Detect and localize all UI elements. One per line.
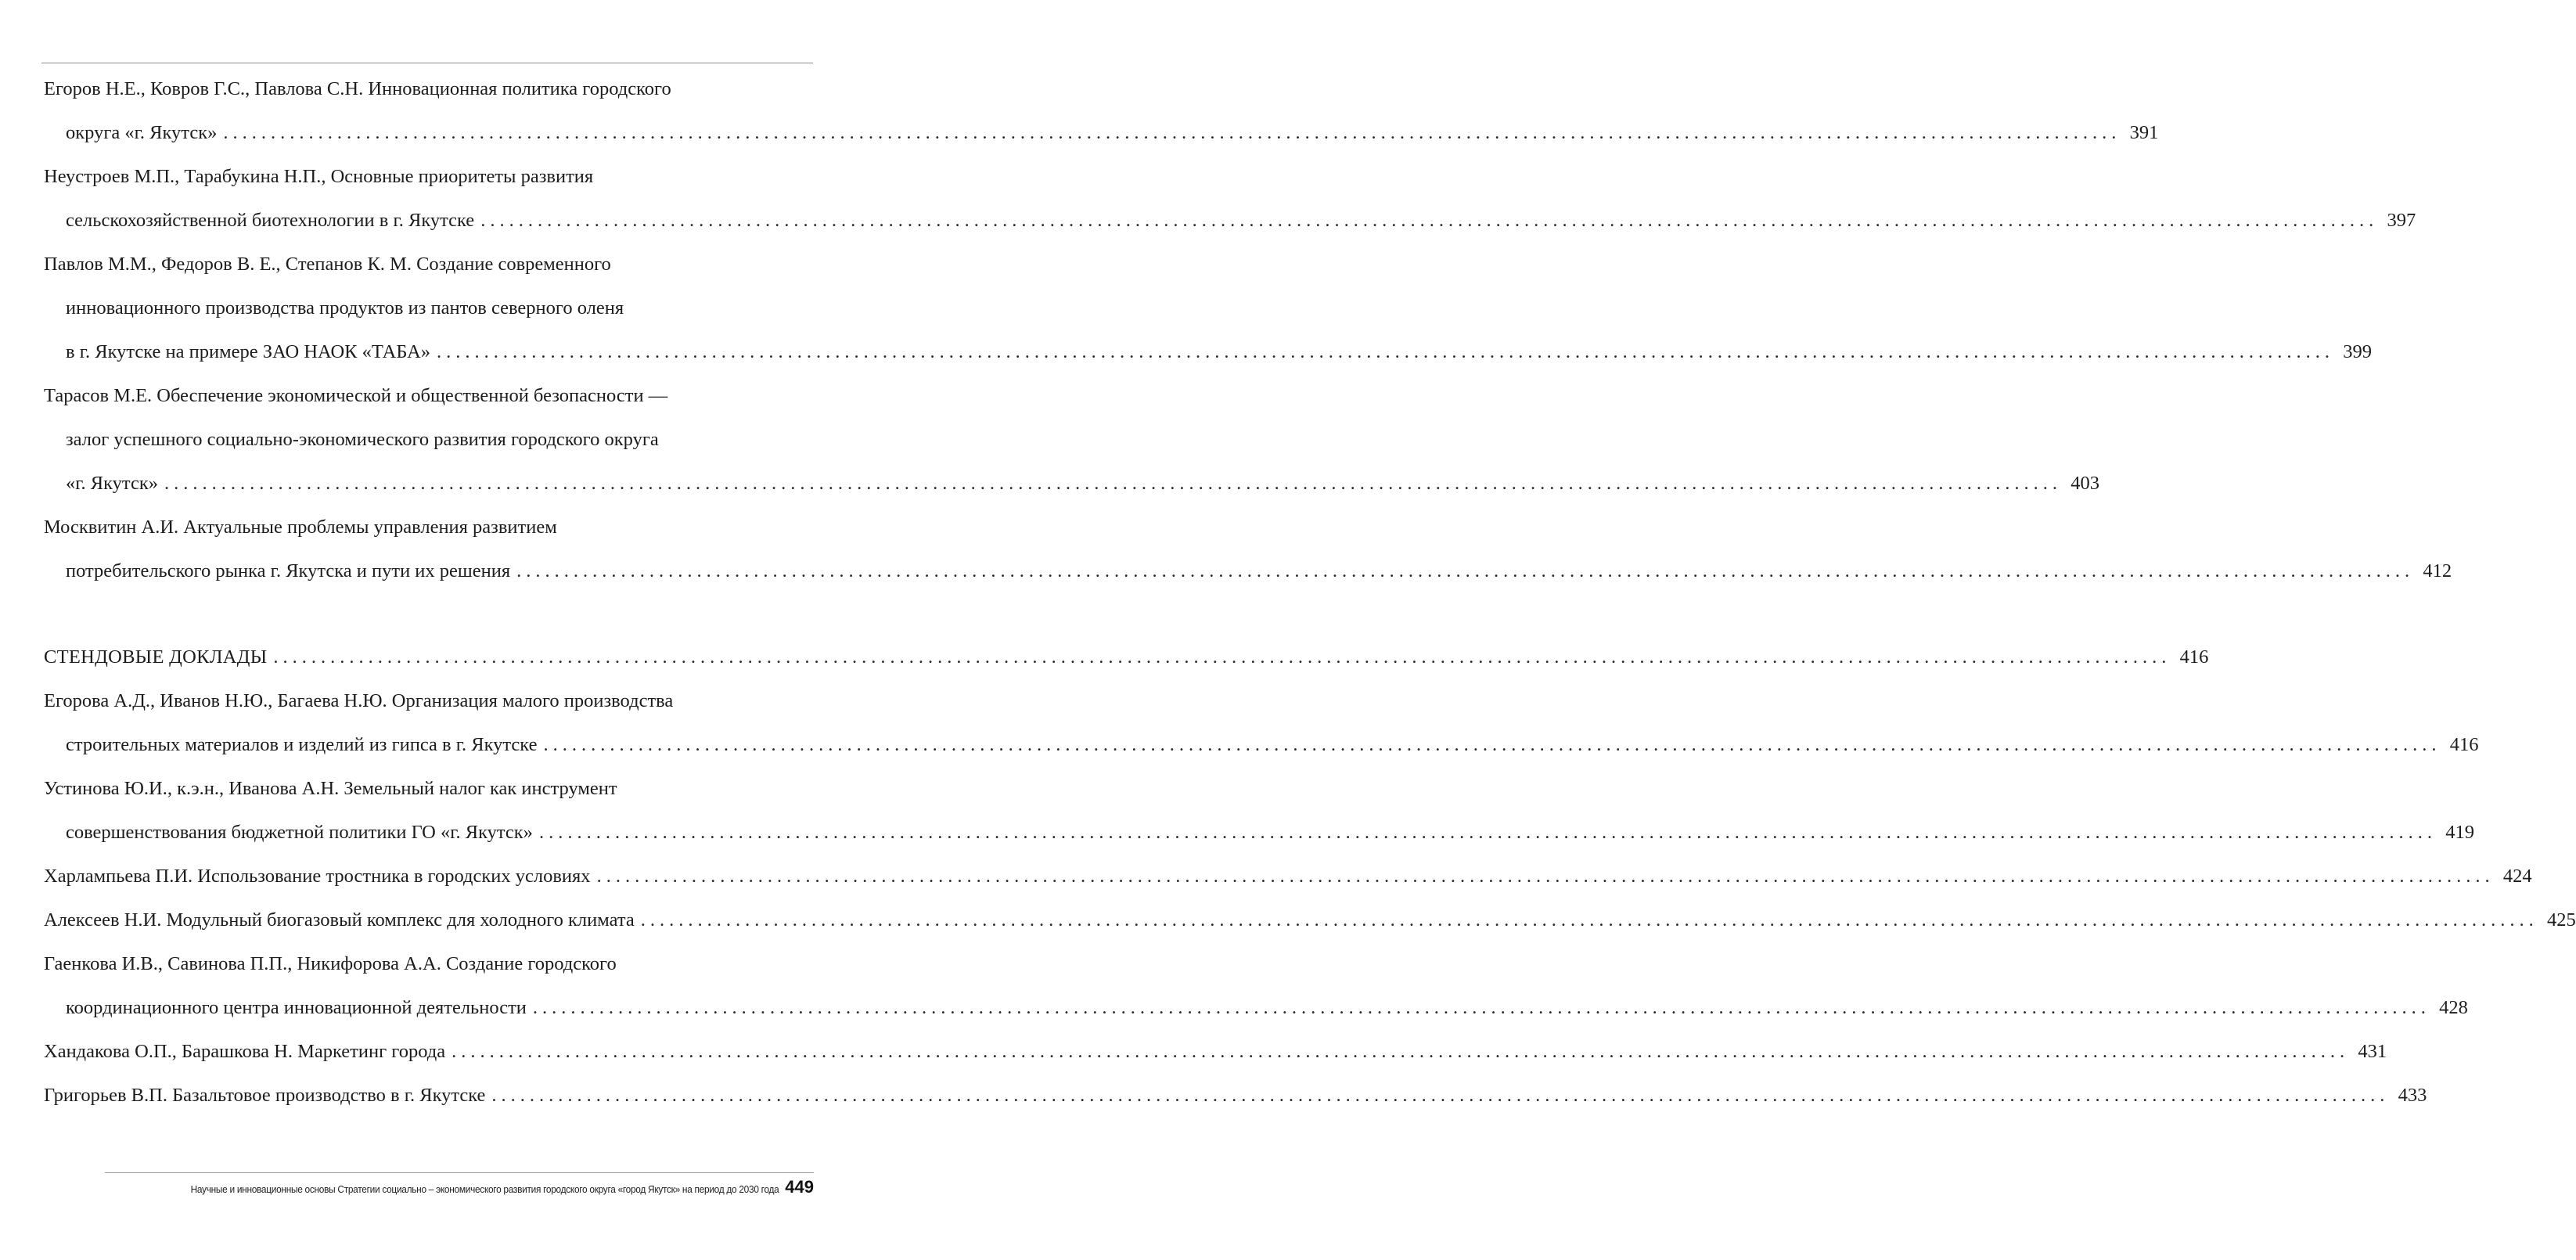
page-number-ref: 412 (2423, 560, 2452, 581)
toc-entry-line (44, 462, 2099, 506)
toc-entry-line (44, 811, 2474, 855)
section-title: СТЕНДОВЫЕ ДОКЛАДЫ (44, 646, 268, 668)
entry-text: строительных материалов и изделий из гипса в г. Якутске (66, 734, 538, 755)
entry-text: Неустроев М.П., Тарабукина Н.П., Основные приоритеты развития (44, 166, 594, 187)
footer-running-title: Научные и инновационные основы Стратегии социально – экономического развития городского округа «город Якутск» на период до 2030 года (190, 1184, 779, 1195)
dot-leader: ........................................................................................................................................................................................................ (223, 122, 2121, 143)
toc-entry-line (44, 1030, 2387, 1074)
section-gap (44, 593, 803, 635)
toc-entry-line (44, 199, 2416, 243)
entry-text: сельскохозяйственной биотехнологии в г. Якутске (66, 210, 475, 231)
entry-text: «г. Якутск» (66, 473, 158, 494)
entry-text: округа «г. Якутск» (66, 122, 218, 143)
entry-text: Гаенкова И.В., Савинова П.П., Никифорова А.А. Создание городского (44, 953, 617, 974)
dot-leader: ........................................................................................................................................................................................................ (452, 1041, 2350, 1062)
page-number-ref: 416 (2449, 734, 2479, 755)
toc-entry-line (44, 1074, 2427, 1118)
dot-leader: ........................................................................................................................................................................................................ (543, 734, 2441, 755)
entry-text: Егоров Н.Е., Ковров Г.С., Павлова С.Н. Инновационная политика городского (44, 78, 671, 99)
entry-text: Григорьев В.П. Базальтовое производство в г. Якутске (44, 1085, 486, 1106)
entry-text: Хандакова О.П., Барашкова Н. Маркетинг города (44, 1041, 446, 1062)
entry-text: Устинова Ю.И., к.э.н., Иванова А.Н. Земельный налог как инструмент (44, 778, 617, 799)
toc-entry-line (44, 111, 2159, 155)
toc-entry-line (44, 549, 2452, 593)
page-number: 449 (785, 1177, 814, 1197)
entry-text: Москвитин А.И. Актуальные проблемы управления развитием (44, 517, 557, 538)
toc-entry-line (44, 506, 803, 549)
dot-leader: ........................................................................................................................................................................................................ (516, 560, 2415, 581)
toc-entry-line (44, 330, 2373, 374)
page-number-ref: 399 (2343, 341, 2373, 362)
toc-entry-line (44, 986, 2468, 1030)
page-number-ref: 428 (2439, 997, 2468, 1018)
dot-leader: ........................................................................................................................................................................................................ (164, 473, 2062, 494)
page-number-ref: 431 (2358, 1041, 2387, 1062)
toc-section-heading (44, 635, 2209, 679)
entry-text: залог успешного социально-экономического развития городского округа (66, 429, 659, 450)
toc-entry-line (44, 767, 803, 811)
page-number-ref: 433 (2398, 1085, 2427, 1106)
page-number-ref: 419 (2445, 822, 2474, 843)
entry-text: координационного центра инновационной деятельности (66, 997, 527, 1018)
dot-leader: ........................................................................................................................................................................................................ (538, 822, 2437, 843)
dot-leader: ........................................................................................................................................................................................................ (437, 341, 2335, 362)
toc-entry-line (44, 855, 2532, 898)
toc-entry-line (44, 898, 2576, 942)
toc-entry-line (44, 374, 803, 418)
entry-text: в г. Якутске на примере ЗАО НАОК «ТАБА» (66, 341, 431, 362)
toc-entry-line (44, 942, 803, 986)
toc-entry-line (44, 286, 803, 330)
entry-text: Павлов М.М., Федоров В. Е., Степанов К. М. Создание современного (44, 254, 611, 275)
entry-text: Тарасов М.Е. Обеспечение экономической и общественной безопасности — (44, 385, 668, 406)
dot-leader: ........................................................................................................................................................................................................ (273, 646, 2171, 668)
page-number-ref: 391 (2129, 122, 2159, 143)
toc-entry-line (44, 243, 803, 286)
entry-text: Харлампьева П.И. Использование тростника в городских условиях (44, 866, 591, 887)
page-footer (105, 1177, 814, 1197)
toc-entry-line (44, 67, 803, 111)
page-number-ref: 403 (2071, 473, 2099, 494)
toc-entry-line (44, 723, 2479, 767)
entry-text: инновационного производства продуктов из пантов северного оленя (66, 297, 624, 319)
dot-leader: ........................................................................................................................................................................................................ (491, 1085, 2390, 1106)
toc-entry-line (44, 155, 803, 199)
toc-entry-line (44, 418, 803, 462)
footer-divider (105, 1172, 814, 1173)
entry-text: совершенствования бюджетной политики ГО «г. Якутск» (66, 822, 533, 843)
page-number-ref: 424 (2502, 866, 2532, 887)
page-number-ref: 397 (2387, 210, 2416, 231)
toc-entry-line (44, 679, 803, 723)
page-number-ref: 416 (2179, 646, 2209, 668)
dot-leader: ........................................................................................................................................................................................................ (532, 997, 2430, 1018)
entry-text: Егорова А.Д., Иванов Н.Ю., Багаева Н.Ю. Организация малого производства (44, 690, 674, 711)
page-number-ref: 425 (2546, 909, 2576, 931)
entry-text: Алексеев Н.И. Модульный биогазовый комплекс для холодного климата (44, 909, 635, 931)
entry-text: потребительского рынка г. Якутска и пути их решения (66, 560, 511, 581)
dot-leader: ........................................................................................................................................................................................................ (596, 866, 2495, 887)
table-of-contents (44, 67, 2576, 1118)
dot-leader: ........................................................................................................................................................................................................ (480, 210, 2379, 231)
dot-leader: ........................................................................................................................................................................................................ (640, 909, 2538, 931)
